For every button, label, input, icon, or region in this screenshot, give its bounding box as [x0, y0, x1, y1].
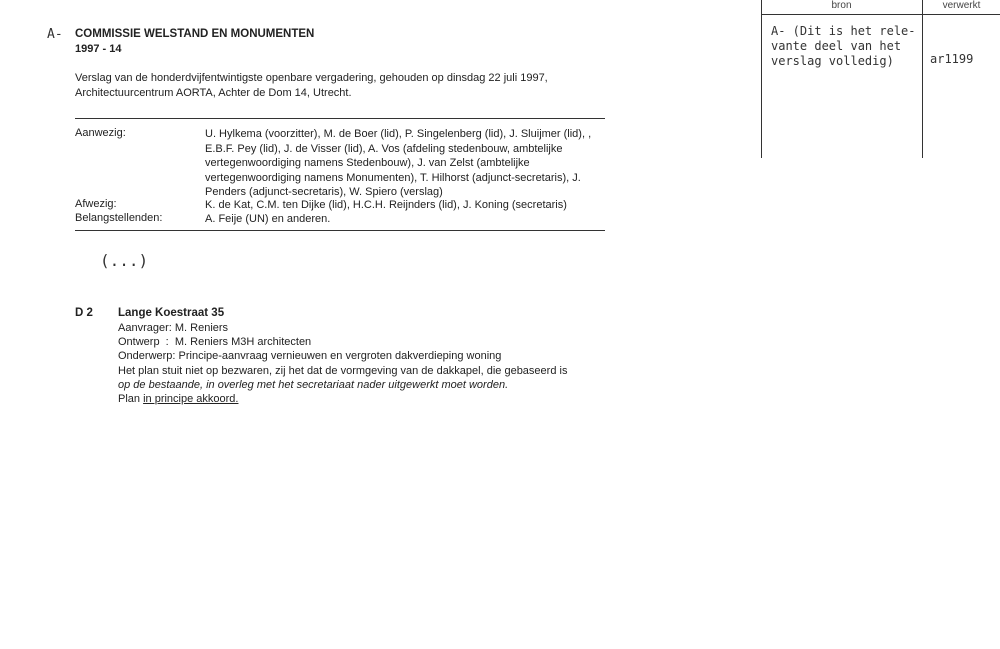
intro-text: [75, 71, 615, 101]
note-line: A- (Dit is het rele-: [771, 24, 916, 38]
omission-mark: (...): [100, 251, 149, 270]
aanwezig-text: U. Hylkema (voorzitter), M. de Boer (lid), P. Singelenberg (lid), J. Sluijmer (lid), , E.B.F. Pey (lid), J. de Visser (lid), A. Vos (afdeling stedenbouw, ambtelijke vertegenwoordiging namens Stedenbouw), J. van Zelst (ambtelijke vertegenwoordiging namens Monumenten), T. Hilhorst (adjunct-secretaris), J. Penders (adjunct-secretaris), W. Spiero (verslag): [205, 128, 592, 199]
intro-line: Verslag van de honderdvijfentwintigste openbare vergadering, gehouden op dinsdag 22 juli 1997,: [75, 72, 548, 84]
decision-text: in principe akkoord.: [143, 393, 239, 406]
item-decision: [118, 392, 618, 406]
decision-prefix: Plan: [118, 393, 144, 406]
divider-bottom: [75, 230, 605, 231]
item-body-line: op de bestaande, in overleg met het secretariaat nader uitgewerkt moet worden.: [118, 378, 509, 391]
divider-top: [75, 118, 605, 119]
document-number: 1997 - 14: [75, 43, 122, 55]
afwezig-label: Afwezig:: [75, 198, 117, 210]
table-divider: [922, 0, 923, 158]
item-body-line: Het plan stuit niet op bezwaren, zij het dat de vormgeving van de dakkapel, die gebaseerd is: [118, 364, 568, 377]
note-line: vante deel van het: [771, 39, 902, 53]
belangstellenden-text: A. Feije (UN) en anderen.: [205, 213, 331, 225]
column-header-bron: bron: [831, 0, 852, 11]
document-title: COMMISSIE WELSTAND EN MONUMENTEN: [75, 28, 315, 40]
column-header-verwerkt: verwerkt: [942, 0, 981, 11]
note-line: verslag volledig): [771, 54, 894, 68]
handwritten-note: [771, 24, 921, 69]
afwezig-text: K. de Kat, C.M. ten Dijke (lid), H.C.H. Reijnders (lid), J. Koning (secretaris): [205, 199, 567, 211]
item-title: Lange Koestraat 35: [118, 307, 225, 319]
section-mark: A-: [47, 27, 63, 42]
archive-code: ar1199: [930, 52, 974, 66]
aanwezig-label: Aanwezig:: [75, 127, 126, 139]
table-header-rule: [761, 14, 1000, 15]
belangstellenden-label: Belangstellenden:: [75, 212, 163, 224]
item-subject: Onderwerp: Principe-aanvraag vernieuwen en vergroten dakverdieping woning: [118, 350, 502, 363]
item-body: [118, 321, 618, 406]
source-table: [761, 0, 1000, 158]
table-border-left: [761, 0, 762, 158]
item-applicant: Aanvrager: M. Reniers: [118, 322, 229, 334]
item-design: Ontwerp : M. Reniers M3H architecten: [118, 336, 312, 349]
item-code: D 2: [75, 307, 93, 319]
intro-line: Architectuurcentrum AORTA, Achter de Dom 14, Utrecht.: [75, 87, 352, 99]
